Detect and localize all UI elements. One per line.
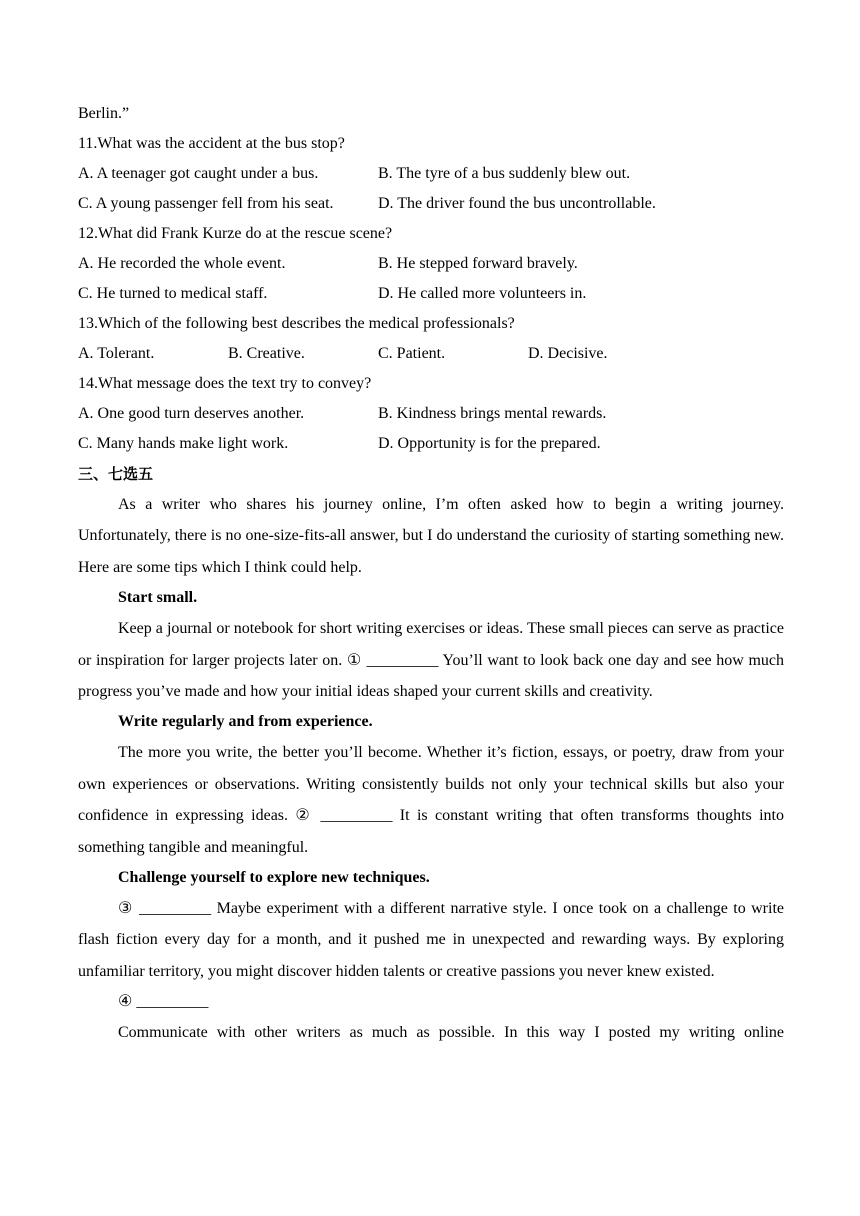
question-12-options-row-1 [78,249,784,279]
passage-intro: As a writer who shares his journey online, I’m often asked how to begin a writing journey. Unfortunately, there is no one-size-fits-all answer, but I do understand the curiosity of starting something new. Here are some tips which I think could help. [78,496,784,576]
question-14-options-row-2 [78,429,784,459]
question-13-option-c: C. Patient. [378,345,446,362]
question-11-stem: 11.What was the accident at the bus stop? [78,135,345,152]
passage-heading-2: Write regularly and from experience. [118,713,373,731]
question-14-option-c: C. Many hands make light work. [78,435,289,452]
question-13-option-d: D. Decisive. [528,345,608,362]
question-13-stem: 13.Which of the following best describes the medical professionals? [78,315,515,332]
passage-paragraph-3: ③ _________ Maybe experiment with a different narrative style. I once took on a challenge to write flash fiction every day for a month, and it pushed me in unexpected and rewarding ways. By exploring unfamiliar territory, you might discover hidden talents or creative passions you never knew existed. [78,900,784,980]
passage-heading-3: Challenge yourself to explore new techniques. [118,869,430,887]
question-11-options-row-2 [78,189,784,219]
question-13-option-b: B. Creative. [228,345,305,362]
question-14-stem: 14.What message does the text try to convey? [78,375,372,392]
question-12-option-d: D. He called more volunteers in. [378,285,587,302]
question-11-options-row-1 [78,159,784,189]
question-14-options-row-1 [78,399,784,429]
question-11-option-a: A. A teenager got caught under a bus. [78,165,319,182]
passage-blank-4: ④ _________ [118,993,209,1011]
question-11-option-d: D. The driver found the bus uncontrollable. [378,195,656,212]
question-12-stem: 12.What did Frank Kurze do at the rescue scene? [78,225,393,242]
passage-paragraph-4: Communicate with other writers as much as possible. In this way I posted my writing online [118,1024,784,1042]
question-12-option-c: C. He turned to medical staff. [78,285,268,302]
question-13-option-a: A. Tolerant. [78,345,155,362]
continued-text: Berlin.” [78,105,130,122]
page-content [78,99,784,1049]
passage-heading-1: Start small. [118,589,198,607]
section-title: 三、七选五 [78,465,154,483]
question-13-options-row [78,339,784,369]
passage-paragraph-2: The more you write, the better you’ll become. Whether it’s fiction, essays, or poetry, draw from your own experiences or observations. Writing consistently builds not only your technical skills but also your confidence in expressing ideas. ② _________ It is constant writing that often transforms thoughts into something tangible and meaningful. [78,744,784,856]
question-14-option-a: A. One good turn deserves another. [78,405,305,422]
passage-paragraph-1: Keep a journal or notebook for short writing exercises or ideas. These small pieces can serve as practice or inspiration for larger projects later on. ① _________ You’ll want to look back one day and see how much progress you’ve made and how your initial ideas shaped your current skills and creativity. [78,620,784,701]
question-11-option-b: B. The tyre of a bus suddenly blew out. [378,165,631,182]
question-12-option-a: A. He recorded the whole event. [78,255,286,272]
question-14-option-d: D. Opportunity is for the prepared. [378,435,601,452]
question-12-options-row-2 [78,279,784,309]
question-11-option-c: C. A young passenger fell from his seat. [78,195,334,212]
question-12-option-b: B. He stepped forward bravely. [378,255,578,272]
question-14-option-b: B. Kindness brings mental rewards. [378,405,607,422]
